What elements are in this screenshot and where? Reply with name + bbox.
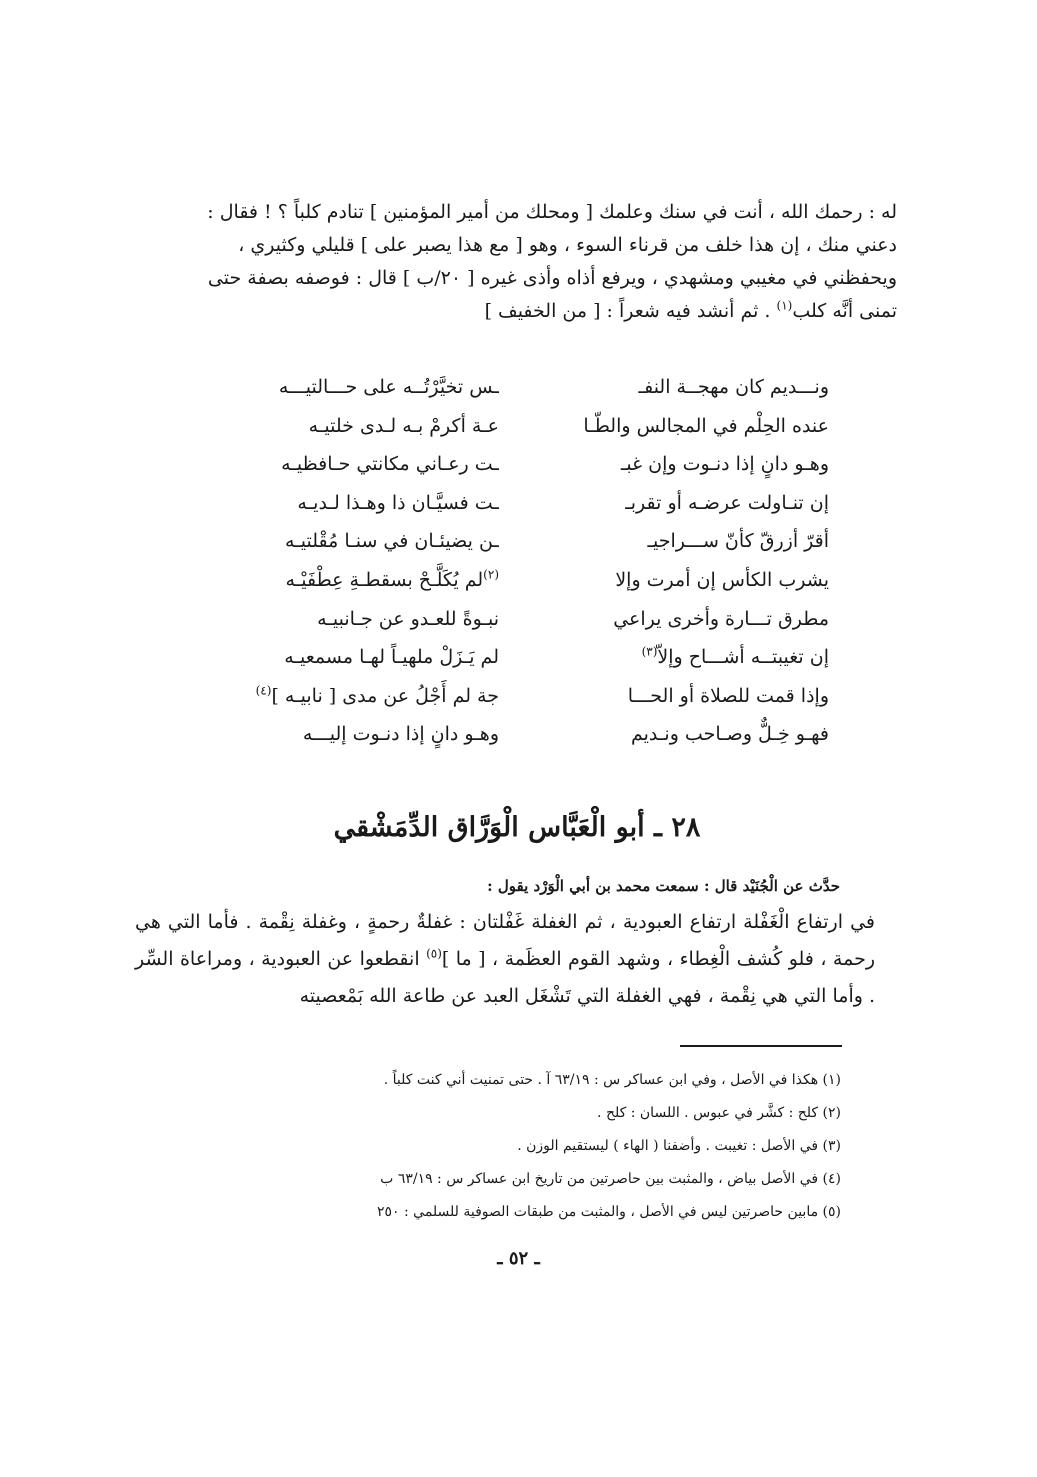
paragraph-text: انقطعوا عن العبودية ، ومراعاة السِّر . وأما التي هي نِقْمة ، فهي الغفلة التي تَشْغَل العبد عن طاعة الله بَمْعصيته [135, 948, 875, 1007]
second-hemistich: ـن يضيئـان في سنـا مُقْلتيـه [285, 530, 499, 553]
footnote-marker: (٤) [255, 683, 272, 698]
second-hemistich-with-note [209, 677, 499, 716]
first-hemistich: وإذا قمت للصلاة أو الحـــا [627, 684, 829, 707]
verse [209, 407, 829, 446]
second-hemistich-with-note [209, 561, 499, 600]
paragraph-text: في ارتفاع الْغَفْلة ارتفاع العبودية ، ثم الغفلة غَفْلتان : غفلةٌ رحمةٍ ، وغفلة نِقْمة . فأما التي هي رحمة ، فلو كُشف الْغِطاء ، وشهد القوم العظَمة ، [ ما ] [135, 911, 875, 970]
prose-line [137, 295, 897, 328]
section-heading: ٢٨ ـ أبو الْعَبَّاس الْوَرَّاق الدِّمَشْقي [333, 812, 701, 843]
first-hemistich: مطرق تـــارة وأخرى يراعي [613, 607, 829, 630]
saying-paragraph [135, 904, 875, 1015]
verse [209, 445, 829, 484]
footnote: (٥) مابين حاصرتين ليس في الأصل ، والمثبت من طبقات الصوفية للسلمي : ٢٥٠ [376, 1204, 841, 1220]
second-hemistich: وهـو دانٍ إذا دنـوت إليـــه [302, 723, 499, 746]
verse [209, 715, 829, 754]
second-hemistich: ـس تخيَّرْتُــه على حـــالتيـــه [278, 376, 499, 398]
verse [209, 368, 829, 407]
prose-line: دعني منك ، إن هذا خلف من قرناء السوء ، وهو [ مع هذا يصبر على ] قليلي وكثيري ، [238, 234, 897, 256]
first-hemistich-with-note [539, 638, 829, 677]
verse [209, 561, 829, 600]
opening-paragraph [137, 196, 897, 328]
footnote-marker: (٥) [426, 946, 442, 961]
first-hemistich: وهـو دانٍ إذا دنـوت وإن غبـ [620, 453, 829, 476]
first-hemistich: فهـو خِـلٌّ وصـاحب ونـديم [630, 723, 829, 746]
footnotes [181, 1064, 841, 1229]
prose-line: له : رحمك الله ، أنت في سنك وعلمك [ ومحلك من أمير المؤمنين ] تنادم كلباً ؟ ! فقال : [207, 201, 897, 223]
first-hemistich: يشرب الكأس إن أمرت وإلا [615, 568, 829, 591]
second-hemistich: عـة أكرمْ بـه لـدى خلتيـه [308, 414, 499, 437]
footnote: (٤) في الأصل بياض ، والمثبت بين حاصرتين من تاريخ ابن عساكر س : ٦٣/١٩ ب [380, 1171, 841, 1187]
prose-line: ويحفظني في مغيبي ومشهدي ، ويرفع أذاه وأذى غيره [ ٢٠/ب ] قال : فوصفه بصفة حتى [207, 267, 897, 289]
first-hemistich: ونـــديم كان مهجــة النفـ [638, 376, 829, 398]
second-hemistich: لم يُكَلَّـحْ بسقطـةِ عِطْفَيْـه [285, 568, 484, 591]
first-hemistich: إن تنـاولت عرضـه أو تقربـ [625, 491, 829, 514]
footnote-divider [680, 1045, 842, 1047]
footnote: (٣) في الأصل : تغيبت . وأضفنا ( الهاء ) ليستقيم الوزن . [517, 1138, 841, 1154]
narration-line: حدَّث عن الْجُنَيْد قال : سمعت محمد بن أبي الْوَرْد يقول : [487, 877, 840, 895]
first-hemistich: عنده الحِلْم في المجالس والطّـا [583, 414, 829, 437]
poem [209, 368, 829, 754]
footnote: (٢) كلح : كشَّر في عبوس . اللسان : كلح . [597, 1105, 841, 1121]
second-hemistich: ـت رعـاني مكانتي حـافظيـه [281, 453, 499, 476]
second-hemistich: لم يَـزَلْ ملهيـاً لهـا مسمعيـه [284, 646, 499, 669]
footnote-marker: (١) [776, 298, 793, 313]
footnote-marker: (٣) [641, 644, 658, 659]
prose-text: تمنى أنَّه كلب [792, 300, 897, 322]
second-hemistich: ـت فسيَّـان ذا وهـذا لـديـه [297, 491, 499, 514]
footnote-marker: (٢) [483, 567, 499, 582]
verse [209, 522, 829, 561]
verse [209, 677, 829, 716]
prose-text: . ثم أنشد فيه شعراً : [ من الخفيف ] [484, 300, 777, 322]
first-hemistich: أقرّ أزرقّ كأنّ ســـراجيـ [647, 530, 829, 553]
page-number: ـ ٥٢ ـ [497, 1248, 540, 1269]
verse [209, 484, 829, 523]
first-hemistich: إن تغيبتــه أشـــاح وإلاّ [657, 646, 829, 669]
second-hemistich: جة لم أَجْلُ عن مدى [ نابيـه ] [271, 684, 499, 707]
second-hemistich: نبـوةً للعـدو عن جـانبيـه [317, 607, 499, 630]
verse [209, 600, 829, 639]
footnote: (١) هكذا في الأصل ، وفي ابن عساكر س : ٦٣/١٩ آ . حتى تمنيت أني كنت كلباً . [383, 1072, 841, 1088]
verse [209, 638, 829, 677]
